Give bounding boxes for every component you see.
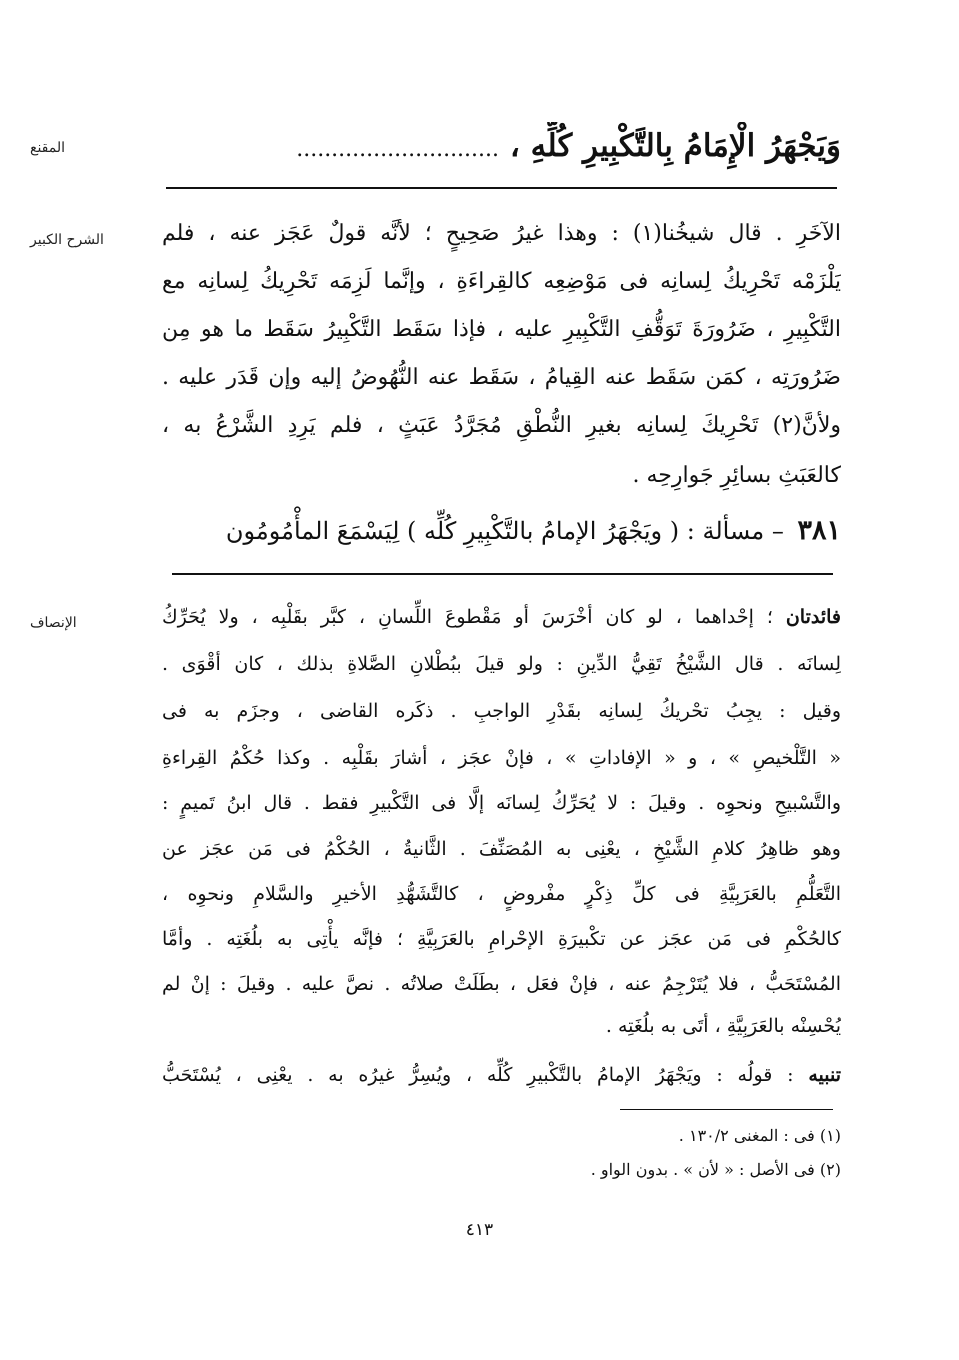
sharh-line-6: كالعَبَثِ بسائِرِ جَوارِحِه .	[632, 463, 841, 488]
sharh-line-4: ضَرُورَتِه ، كمَن سَقَط عنه القِيامُ ، سَقَط عنه النُّهُوضُ إليه وإن قَدَر عليه .	[162, 365, 841, 390]
issue-heading	[162, 515, 841, 546]
insaf-line-3: وقيل : يجِبُ تحْريكُ لِسانِه بقَدْرِ الواجبِ . ذكَره القاضى ، وجزَم به فى	[162, 700, 841, 722]
insaf-line-6: وهو ظاهِرُ كلامِ الشَّيْخِ ، يعْنِى به المُصَنِّفَ . الثَّانيةُ ، الحُكْمُ فى مَن عجَز عن	[162, 838, 841, 860]
insaf-line-9: المُسْتَحَبُّ ، فلا يُتَرْجِمُ عنه ، فإنْ فعَل ، بطَلَتْ صلاتُه . نصَّ عليه . وقيلَ : إنْ لم	[162, 973, 841, 995]
insaf-line-4: « التَّلْخيصِ » ، و « الإفاداتِ » ، فإنْ عجَز ، أشارَ بقَلْبِه . وكذا حُكْمُ القِراءةِ	[162, 747, 841, 769]
header-rule	[166, 187, 837, 189]
insaf-line-2: لِسانَه . قال الشَّيْخُ تَقِيُّ الدِّينِ : ولو قيلَ ببُطْلانِ الصَّلاةِ بذلك ، كان أقْوَى .	[162, 653, 841, 675]
sharh-line-3: التَّكْبِيرِ ، ضَرُورَةَ تَوَقُّفِ التَّكْبِيرِ عليه ، فإذا سَقَط التَّكْبِيرُ سَقَط ما هو مِن	[162, 317, 841, 342]
insaf-lead: فائدتان	[785, 606, 841, 628]
insaf-line-1-text: ؛ إحْداهما ، لو كان أخْرَسَ أو مَقْطوعَ اللِّسانِ ، كبَّر بقَلْبِه ، ولا يُحَرِّكُ	[162, 606, 773, 628]
insaf-line-10: يُحْسِنْه بالعَرَبِيَّةِ ، أتَى به بلُغَتِه .	[605, 1015, 841, 1037]
margin-label-insaf: الإنصاف	[30, 615, 77, 631]
matn-dots: .............................	[296, 137, 500, 162]
margin-label-sharh: الشرح الكبير	[30, 232, 104, 248]
footnote-rule	[620, 1109, 833, 1110]
tanbih-line	[162, 1055, 841, 1095]
issue-number: ٣٨١	[797, 515, 841, 546]
sharh-line-5: ولأنَّ(٢) تَحْرِيكَ لِسانِه بغيرِ النُّطْقِ مُجَرَّدُ عَبَثٍ ، فلم يَرِدِ الشَّرْعُ به ،	[162, 413, 841, 438]
insaf-line-5: والتَّسْبيحِ ونحوِه . وقيلَ : لا يُحَرِّكُ لِسانَه إلَّا فى التَّكْبيرِ فقط . قال ابنُ تَميمٍ :	[162, 792, 841, 814]
sharh-line-2: يَلْزَمْه تَحْرِيكُ لِسانِه فى مَوْضِعِه كالقِراءَةِ ، وإنَّما لَزِمَه تَحْرِيكُ لِسانِه مع	[162, 269, 841, 294]
insaf-line-7: التَّعَلُّمِ بالعَرَبِيَّةِ فى كلِّ ذِكْرٍ مفْروضٍ ، كالتَّشَهُّدِ الأخيرِ والسَّلامِ ونحوِه ،	[162, 883, 841, 905]
page-number: ٤١٣	[465, 1220, 494, 1240]
footnote-1: (١) فى : المغنى ١٣٠/٢ .	[678, 1126, 841, 1145]
sharh-line-1: الآخَرِ . قال شيخُنا(١) : وهذا غيرُ صَحِيحٍ ؛ لأنَّه قولٌ عَجَز عنه ، فلم	[162, 221, 841, 246]
insaf-line-8: كالحُكْمِ فى مَن عجَز عن تكْبيرَةِ الإحْرامِ بالعَرَبِيَّةِ ؛ فإنَّه يأْتِى به بلُغَتِه . وأمَّا	[162, 928, 841, 950]
insaf-line-1	[162, 597, 841, 637]
tanbih-lead: تنبيه	[808, 1064, 841, 1086]
issue-text: – مسألة : ( ويَجْهَرُ الإمامُ بالتَّكْبِيرِ كُلِّه ) لِيَسْمَعَ المأْمُومُون	[225, 517, 784, 545]
section-rule	[172, 573, 833, 575]
tanbih-text: : قولُه : ويَجْهَرُ الإمامُ بالتَّكْبيرِ كُلِّه ، ويُسِرُّ غيرُه به . يعْنِى ، يُسْتَحَبُّ	[162, 1064, 794, 1086]
margin-label-muqni: المقنع	[30, 140, 66, 156]
matn-text: وَيَجْهَرُ الْإِمَامُ بِالتَّكْبِيرِ كُلِّهِ ،	[509, 128, 841, 164]
matn-heading	[162, 122, 841, 170]
footnote-2: (٢) فى الأصل : « لأن » . بدون الواو .	[590, 1160, 841, 1179]
